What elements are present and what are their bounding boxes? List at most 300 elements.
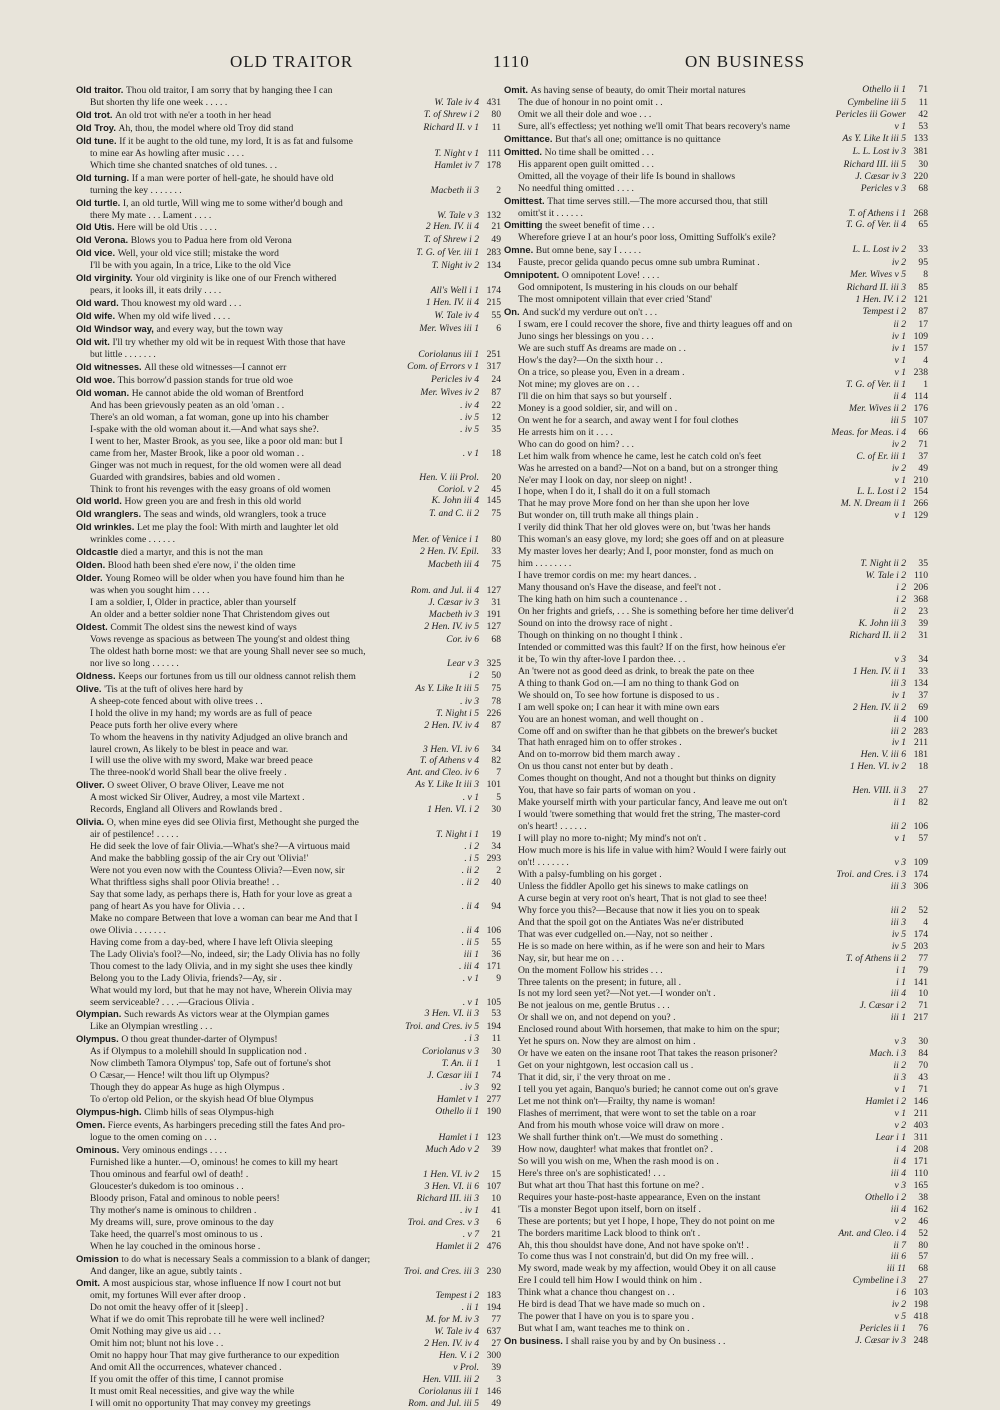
- citation: [416, 472, 501, 484]
- citation: [889, 929, 928, 941]
- quotation-text: I'll die on him that says so but yourself .: [518, 390, 672, 402]
- concordance-line: [76, 260, 501, 272]
- concordance-line: [76, 1302, 501, 1314]
- concordance-line: [504, 306, 928, 319]
- line-number: 431: [486, 96, 501, 108]
- line-number: 206: [913, 582, 928, 594]
- quotation-text: I will omit no opportunity That may convey my greetings: [90, 1397, 311, 1409]
- concordance-line: [76, 1326, 501, 1338]
- citation: [892, 367, 928, 379]
- quotation-text: I verily did think That her old gloves were on, but 'twas her hands: [518, 522, 771, 534]
- play-reference: Othello ii 1: [862, 84, 906, 95]
- headword: Omitted.: [504, 145, 545, 157]
- citation: [835, 1228, 928, 1240]
- headword: Old Verona.: [76, 234, 131, 246]
- concordance-line: [76, 323, 501, 336]
- concordance-line: [76, 1338, 501, 1350]
- line-number: 146: [913, 1096, 928, 1108]
- play-reference: . ii 2: [461, 877, 479, 888]
- quotation-text: to do what is necessary Seals a commission to a blank of danger;: [121, 1253, 371, 1265]
- play-reference: 3 Hen. VI. ii 3: [424, 1008, 479, 1020]
- concordance-line: [76, 400, 501, 412]
- citation: [408, 585, 501, 597]
- quotation-text: him . . . . . . . .: [518, 558, 572, 570]
- line-number: 9: [496, 972, 501, 984]
- play-reference: iv 2: [891, 257, 906, 269]
- concordance-line: [504, 1000, 928, 1012]
- concordance-line: [76, 865, 501, 877]
- citation: [892, 857, 928, 869]
- headword: Omne.: [504, 244, 536, 256]
- quotation-text: I tell you yet again, Banquo's buried; he cannot come out on's grave: [518, 1084, 779, 1096]
- quotation-text: That time serves still.—The more accursed thou, that still: [547, 195, 768, 207]
- line-number: 11: [918, 96, 928, 108]
- play-reference: Richard II. iii 3: [846, 282, 906, 294]
- quotation-text: Peace puts forth her olive every where: [90, 719, 238, 731]
- quotation-text: Why force you this?—Because that now it lies you on to speak: [518, 904, 760, 916]
- quotation-text: How much more is his life in value with him? Would I were fairly out: [518, 845, 787, 857]
- headword: Old turning.: [76, 171, 132, 183]
- play-reference: Tempest i 2: [862, 306, 906, 318]
- play-reference: T. Night i 1: [435, 829, 479, 841]
- concordance-line: [504, 678, 928, 690]
- play-reference: T. G. of Ver. iii 1: [416, 247, 479, 259]
- citation: [838, 498, 928, 510]
- play-reference: Pericles iv 4: [431, 373, 479, 385]
- quotation-text: Omit him not; blunt not his love . .: [90, 1338, 224, 1350]
- quotation-text: A thing to thank God on.—I am no thing to thank God on: [518, 677, 739, 689]
- play-reference: T. of Shrew i 2: [423, 108, 479, 120]
- play-reference: Com. of Errors v 1: [407, 360, 479, 372]
- concordance-line: [76, 448, 501, 460]
- quotation-text: wrinkles come . . . . . .: [90, 534, 175, 546]
- citation: [890, 319, 928, 331]
- play-reference: . iv 5: [460, 423, 479, 435]
- citation: [424, 804, 501, 816]
- play-reference: Richard III. iii 3: [416, 1192, 479, 1204]
- citation: [459, 937, 501, 949]
- line-number: 53: [918, 120, 928, 132]
- play-reference: Mer. of Venice i 1: [412, 534, 479, 546]
- line-number: 8: [923, 269, 928, 281]
- citation: [892, 510, 928, 522]
- quotation-text: What if we do omit This reprobate till he were well inclined?: [90, 1314, 325, 1326]
- concordance-line: [504, 893, 928, 905]
- concordance-line: [76, 755, 501, 767]
- line-number: 174: [913, 868, 928, 880]
- concordance-line: [76, 1350, 501, 1362]
- play-reference: . v 1: [462, 447, 479, 459]
- line-number: 71: [918, 1000, 928, 1012]
- line-number: 174: [913, 928, 928, 940]
- concordance-line: [76, 889, 501, 901]
- line-number: 368: [913, 594, 928, 606]
- play-reference: Coriolanus iii 1: [418, 1386, 479, 1398]
- play-reference: iii 11: [886, 1263, 906, 1275]
- quotation-text: Get on your nightgown, lest occasion call us .: [518, 1060, 694, 1072]
- quotation-text: Let him walk from whence he came, lest he catch cold on's feet: [518, 450, 762, 462]
- line-number: 24: [491, 373, 501, 385]
- concordance-line: [76, 109, 501, 122]
- concordance-line: [76, 247, 501, 260]
- quotation-text: 'Tis a monster Begot upon itself, born on itself .: [518, 1203, 701, 1215]
- quotation-text: The due of honour in no point omit . .: [518, 96, 663, 108]
- line-number: 68: [918, 1263, 928, 1275]
- play-reference: Macbeth ii 3: [430, 184, 479, 196]
- quotation-text: Such rewards As victors wear at the Olympian games: [123, 1009, 330, 1021]
- quotation-text: Very ominous endings . . . .: [121, 1144, 227, 1156]
- concordance-line: [504, 1108, 928, 1120]
- quotation-text: The power that I have on you is to spare you .: [518, 1311, 694, 1323]
- citation: [426, 609, 501, 621]
- citation: [892, 1108, 928, 1120]
- concordance-line: [76, 436, 501, 448]
- play-reference: Lear i 1: [875, 1131, 906, 1143]
- concordance-line: [504, 809, 928, 821]
- citation: [850, 146, 928, 158]
- concordance-line: [76, 546, 501, 559]
- citation: [853, 451, 928, 463]
- play-reference: v 1: [894, 120, 906, 132]
- citation: [425, 597, 501, 609]
- quotation-text: There's an old woman, a fat woman, gone up into his chamber: [90, 411, 329, 423]
- quotation-text: I hope, when I do it, I shall do it on a full stomach: [518, 486, 711, 498]
- line-number: 2: [496, 184, 501, 196]
- line-number: 68: [491, 633, 501, 645]
- line-number: 1: [496, 1058, 501, 1070]
- play-reference: Mer. Wives v 5: [850, 269, 906, 281]
- concordance-line: [504, 171, 928, 183]
- quotation-text: No time shall be omitted . . .: [544, 146, 654, 158]
- play-reference: ii 1: [893, 797, 906, 809]
- line-number: 52: [918, 1227, 928, 1239]
- quotation-text: To come thus was I not constrain'd, but did On my free will. .: [518, 1251, 754, 1263]
- citation: [889, 343, 928, 355]
- quotation-text: Which time she chanted snatches of old tunes. . .: [90, 159, 278, 171]
- concordance-line: [76, 559, 501, 572]
- concordance-line: [76, 310, 501, 323]
- citation: [423, 1314, 501, 1326]
- play-reference: Richard II. ii 2: [849, 629, 906, 641]
- quotation-text: Your old virginity is like one of our French withered: [135, 273, 337, 285]
- headword: Omission: [76, 1252, 122, 1264]
- quotation-text: Though on thinking on no thought I think .: [518, 629, 683, 641]
- left-column: [76, 84, 501, 1409]
- play-reference: Cymbeline i 3: [852, 1275, 906, 1287]
- play-reference: T. of Shrew i 2: [423, 234, 479, 246]
- citation: [404, 361, 501, 373]
- concordance-line: [76, 1290, 501, 1302]
- quotation-text: The most omnipotent villain that ever cried 'Stand': [518, 294, 712, 306]
- line-number: 3: [496, 1374, 501, 1386]
- play-reference: i 1: [896, 976, 906, 988]
- concordance-line: [76, 829, 501, 841]
- quotation-text: An 'twere not as good deed as drink, to break the pate on thee: [518, 665, 755, 677]
- line-number: 22: [491, 399, 501, 411]
- play-reference: L. L. Lost i 2: [856, 486, 906, 498]
- concordance-line: [504, 486, 928, 498]
- concordance-line: [504, 219, 928, 232]
- concordance-line: [76, 1253, 501, 1266]
- citation: [431, 160, 501, 172]
- quotation-text: He arrests him on it . . . .: [518, 426, 613, 438]
- concordance-line: [76, 901, 501, 913]
- line-number: 190: [486, 1106, 501, 1118]
- concordance-line: [76, 804, 501, 816]
- concordance-line: [76, 853, 501, 865]
- quotation-text: Belong you to the Lady Olivia, friends?—Ay, sir .: [90, 972, 282, 984]
- play-reference: v 2: [894, 1119, 906, 1131]
- quotation-text: How now, daughter! what makes that frontlet on? .: [518, 1143, 713, 1155]
- headword: Omen.: [76, 1119, 108, 1131]
- concordance-line: [76, 1277, 501, 1290]
- quotation-text: So will you wish on me, When the rash mood is on .: [518, 1155, 719, 1167]
- citation: [419, 1046, 501, 1058]
- concordance-line: [76, 779, 501, 792]
- quotation-text: Ah, thou, the model where old Troy did stand: [118, 122, 294, 134]
- line-number: 66: [918, 426, 928, 438]
- play-reference: ii 2: [893, 1060, 906, 1072]
- concordance-line: [76, 1398, 501, 1410]
- headword: Old wranglers.: [76, 508, 144, 520]
- concordance-line: [76, 720, 501, 732]
- concordance-line: [76, 285, 501, 297]
- quotation-text: I, an old turtle, Will wing me to some wither'd bough and: [122, 197, 343, 209]
- headword: Old woman.: [76, 386, 132, 398]
- citation: [461, 841, 501, 853]
- play-reference: Pericles iii Gower: [835, 108, 906, 120]
- quotation-text: And that the spoil got on the Antiates Was ne'er distributed: [518, 916, 744, 928]
- citation: [839, 133, 928, 145]
- quotation-text: We should on, To see how fortune is disposed to us .: [518, 689, 720, 701]
- quotation-text: Though they do appear As huge as high Olympus .: [90, 1082, 285, 1094]
- play-reference: iv 2: [891, 1299, 906, 1311]
- headword: On.: [504, 306, 523, 318]
- headword: Olympian.: [76, 1008, 124, 1020]
- concordance-line: [504, 463, 928, 475]
- play-reference: Hen. V. i 2: [438, 1350, 479, 1362]
- quotation-text: came from her, Master Brook, like a poor old woman . .: [90, 447, 305, 459]
- citation: [461, 1033, 501, 1045]
- concordance-line: [504, 427, 928, 439]
- quotation-text: Records, England all Olivers and Rowlands bred .: [90, 804, 283, 816]
- quotation-text: Yet he spurs on. Now they are almost on him .: [518, 1036, 696, 1048]
- concordance-line: [504, 133, 928, 146]
- citation: [843, 379, 928, 391]
- line-number: 110: [913, 1167, 928, 1179]
- page-number: 1110: [493, 52, 530, 71]
- quotation-text: We are such stuff As dreams are made on . .: [518, 343, 686, 355]
- play-reference: iv 2: [891, 438, 906, 450]
- citation: [424, 1070, 501, 1082]
- line-number: 11: [491, 1033, 501, 1045]
- concordance-line: [76, 1046, 501, 1058]
- concordance-line: [504, 714, 928, 726]
- quotation-text: Ere I could tell him How I would think on him .: [518, 1275, 702, 1287]
- concordance-line: [504, 929, 928, 941]
- play-reference: . iv 4: [460, 399, 479, 411]
- citation: [460, 448, 501, 460]
- line-number: 134: [486, 260, 501, 272]
- line-number: 49: [491, 1397, 501, 1409]
- quotation-text: My master loves her dearly; And I, poor monster, fond as much on: [518, 546, 774, 558]
- citation: [893, 977, 928, 989]
- quotation-text: A curse begin at very root on's heart, That is not glad to see thee!: [518, 892, 768, 904]
- play-reference: K. John iii 3: [858, 617, 906, 629]
- concordance-line: [504, 1036, 928, 1048]
- line-number: 87: [491, 719, 501, 731]
- play-reference: v 1: [894, 366, 906, 378]
- concordance-line: [76, 1193, 501, 1205]
- headword: Oldest.: [76, 620, 111, 632]
- concordance-line: [504, 1132, 928, 1144]
- line-number: 107: [913, 414, 928, 426]
- quotation-text: Fauste, precor gelida quando pecus omne sub umbra Ruminat .: [518, 257, 760, 269]
- concordance-line: [76, 877, 501, 889]
- play-reference: iv 2: [891, 462, 906, 474]
- line-number: 418: [913, 1311, 928, 1323]
- citation: [892, 1084, 928, 1096]
- play-reference: All's Well i 1: [430, 285, 479, 297]
- play-reference: T. Night v 1: [434, 147, 479, 159]
- line-number: 27: [491, 1338, 501, 1350]
- citation: [873, 1132, 928, 1144]
- citation: [890, 1072, 928, 1084]
- concordance-line: [504, 1096, 928, 1108]
- citation: [426, 508, 501, 520]
- citation: [889, 439, 928, 451]
- citation: [853, 294, 928, 306]
- line-number: 283: [486, 247, 501, 259]
- play-reference: v 3: [894, 857, 906, 868]
- quotation-text: O Cæsar,— Hence! wilt thou lift up Olympus?: [90, 1070, 270, 1082]
- citation: [833, 869, 928, 881]
- line-number: 82: [491, 755, 501, 767]
- quotation-text: Well, your old vice still; mistake the word: [117, 248, 279, 260]
- line-number: 31: [491, 597, 501, 609]
- citation: [420, 122, 501, 134]
- concordance-line: [504, 690, 928, 702]
- play-reference: . iv 5: [460, 411, 479, 423]
- citation: [457, 412, 501, 424]
- quotation-text: Here's three on's are sophisticated! . . .: [518, 1167, 666, 1179]
- line-number: 103: [913, 1287, 928, 1299]
- quotation-text: I swam, ere I could recover the shore, five and thirty leagues off and on: [518, 319, 793, 331]
- play-reference: iii 2: [890, 821, 906, 833]
- concordance-line: [504, 510, 928, 522]
- line-number: 106: [486, 924, 501, 936]
- play-reference: iv 5: [891, 928, 906, 940]
- citation: [417, 387, 501, 399]
- concordance-line: [504, 1156, 928, 1168]
- citation: [892, 1216, 928, 1228]
- concordance-line: [76, 1181, 501, 1193]
- quotation-text: As if Olympus to a molehill should In supplication nod .: [90, 1046, 307, 1058]
- citation: [429, 260, 501, 272]
- citation: [432, 1106, 501, 1118]
- line-number: 33: [491, 546, 501, 558]
- line-number: 71: [918, 1084, 928, 1096]
- citation: [439, 1058, 501, 1070]
- quotation-text: I will play no more to-night; My mind's not on't .: [518, 833, 707, 845]
- citation: [889, 737, 928, 749]
- concordance-line: [76, 1021, 501, 1033]
- citation: [889, 1299, 928, 1311]
- play-reference: v 3: [894, 1036, 906, 1048]
- quotation-text: A sheep-cote fenced about with olive trees . .: [90, 695, 263, 707]
- headword: Old wrinkles.: [76, 521, 137, 533]
- line-number: 49: [491, 234, 501, 246]
- concordance-line: [76, 925, 501, 937]
- line-number: 146: [486, 1386, 501, 1398]
- citation: [425, 559, 501, 571]
- concordance-line: [76, 585, 501, 597]
- line-number: 101: [486, 779, 501, 791]
- citation: [421, 720, 501, 732]
- play-reference: T. of Athens v 4: [419, 755, 479, 767]
- line-number: 34: [491, 841, 501, 853]
- line-number: 12: [491, 411, 501, 423]
- citation: [889, 690, 928, 702]
- play-reference: ii 4: [893, 1155, 906, 1167]
- quotation-text: Ginger was not much in request, for the old women were all dead: [90, 459, 342, 471]
- play-reference: Hen. V. iii 6: [860, 749, 906, 761]
- play-reference: J. Cæsar iv 3: [428, 597, 479, 609]
- headword: Omnipotent.: [504, 269, 562, 281]
- play-reference: Tempest i 2: [435, 1290, 479, 1302]
- concordance-line: [504, 439, 928, 451]
- concordance-line: [504, 702, 928, 714]
- concordance-line: [76, 621, 501, 634]
- quotation-text: All these old witnesses—I cannot err: [144, 361, 287, 373]
- concordance-line: [76, 1169, 501, 1181]
- quotation-text: Let me not think on't—Frailty, thy name is woman!: [518, 1096, 716, 1108]
- concordance-line: [76, 708, 501, 720]
- citation: [893, 594, 928, 606]
- play-reference: v 1: [894, 1108, 906, 1120]
- concordance-line: [504, 415, 928, 427]
- line-number: 49: [918, 462, 928, 474]
- line-number: 226: [486, 707, 501, 719]
- citation: [889, 257, 928, 269]
- quotation-text: How's the day?—On the sixth hour . .: [518, 354, 663, 366]
- headword: Omitting: [504, 219, 546, 231]
- line-number: 311: [913, 1131, 928, 1143]
- line-number: 30: [491, 1046, 501, 1058]
- line-number: 121: [913, 294, 928, 306]
- quotation-text: If a man were porter of hell-gate, he should have old: [131, 172, 334, 184]
- citation: [420, 744, 501, 756]
- concordance-line: [504, 331, 928, 343]
- running-head-right: ON BUSINESS: [685, 52, 806, 71]
- line-number: 65: [918, 219, 928, 231]
- headword: Oldcastle: [76, 546, 121, 558]
- concordance-line: [76, 949, 501, 961]
- play-reference: 1 Hen. VI. iv 2: [423, 1168, 479, 1180]
- line-number: 111: [487, 147, 501, 159]
- play-reference: Othello i 2: [864, 1191, 906, 1203]
- concordance-line: [504, 1084, 928, 1096]
- quotation-text: On a trice, so please you, Even in a dream .: [518, 366, 685, 378]
- citation: [888, 1168, 928, 1180]
- quotation-text: Blows you to Padua here from old Verona: [130, 235, 292, 247]
- line-number: 50: [491, 669, 501, 681]
- line-number: 211: [913, 737, 928, 749]
- quotation-text: 'Tis at the tuft of olives here hard by: [104, 683, 244, 695]
- concordance-line: [504, 654, 928, 666]
- line-number: 23: [918, 605, 928, 617]
- concordance-line: [504, 618, 928, 630]
